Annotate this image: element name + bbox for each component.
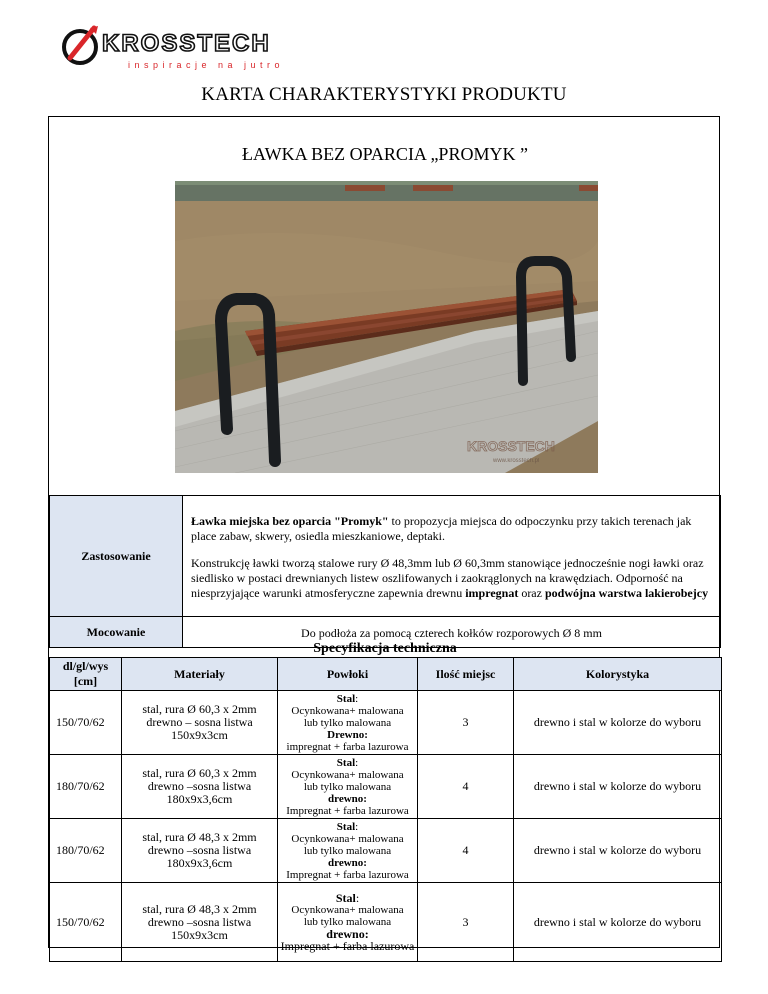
cell-seats: 3 <box>418 691 514 755</box>
coat-line: Ocynkowana+ malowana <box>291 704 404 717</box>
coat-line: Ocynkowana+ malowana <box>291 768 404 781</box>
document-title: KARTA CHARAKTERYSTYKI PRODUKTU <box>201 84 567 105</box>
mounting-label: Mocowanie <box>50 617 183 648</box>
cell-dimensions: 180/70/62 <box>50 755 122 819</box>
product-name: ŁAWKA BEZ OPARCIA „PROMYK ” <box>242 144 528 164</box>
table-row <box>50 819 722 883</box>
coat-line: lub tylko malowana <box>303 780 392 793</box>
header-materials: Materiały <box>122 658 278 691</box>
coat-line: Impregnat + farba lazurowa <box>286 804 409 817</box>
product-photo <box>175 181 598 473</box>
cell-coating: Stal: Ocynkowana+ malowana lub tylko malowana Drewno: impregnat + farba lazurowa <box>278 691 418 755</box>
usage-paragraph-2-oraz: oraz <box>518 585 545 600</box>
coat-wood-label: drewno: <box>328 792 367 805</box>
usage-paragraph-2-text: Konstrukcję ławki tworzą stalowe rury Ø 48,3mm lub Ø 60,3mm stanowiące jednocześnie nogi ławki oraz siedlisko w postaci drewnianych listew oszlifowanych i zaokrąglonych na krawędziach. Odporność na niesprzyjające warunki atmosferyczne zapewnia drewnu <box>191 555 704 600</box>
cell-coating: Stal: Ocynkowana+ malowana lub tylko malowana drewno: Impregnat + farba lazurowa <box>278 755 418 819</box>
cell-dimensions: 150/70/62 <box>50 691 122 755</box>
photo-watermark: KROSSTECH <box>467 438 555 454</box>
usage-paragraph-1 <box>191 514 712 544</box>
coat-line: Ocynkowana+ malowana <box>291 832 404 845</box>
header-colors: Kolorystyka <box>514 658 722 691</box>
coat-line: lub tylko malowana <box>303 916 392 928</box>
usage-table <box>49 495 721 648</box>
coat-line: Ocynkowana+ malowana <box>291 904 404 916</box>
cell-coating: Stal: Ocynkowana+ malowana lub tylko malowana drewno: Impregnat + farba lazurowa <box>278 819 418 883</box>
coat-wood-label: drewno: <box>326 927 369 941</box>
table-row <box>50 755 722 819</box>
spec-title: Specyfikacja techniczna <box>313 641 457 656</box>
cell-material: stal, rura Ø 60,3 x 2mm drewno – sosna listwa 150x9x3cm <box>122 691 278 755</box>
cell-colors: drewno i stal w kolorze do wyboru <box>514 819 722 883</box>
coat-line: Impregnat + farba lazurowa <box>280 939 415 953</box>
product-card <box>48 116 720 953</box>
coat-steel-label: Stal <box>336 692 356 705</box>
krosstech-logo-graphic <box>58 18 298 76</box>
header-dimensions: dl/gl/wys [cm] <box>50 658 122 691</box>
cell-colors: drewno i stal w kolorze do wyboru <box>514 691 722 755</box>
spec-header-row <box>50 658 722 691</box>
usage-description <box>183 496 721 617</box>
coat-line: Impregnat + farba lazurowa <box>286 868 409 881</box>
coat-wood-label: Drewno: <box>327 728 368 741</box>
coat-wood-label: drewno: <box>328 856 367 869</box>
usage-lacquer: podwójna warstwa lakierobejcy <box>544 585 709 600</box>
usage-impregnat: impregnat <box>465 585 519 600</box>
cell-material: stal, rura Ø 48,3 x 2mm drewno –sosna listwa 180x9x3,6cm <box>122 819 278 883</box>
photo-watermark-url: www.krosstech.pl <box>493 458 540 464</box>
coat-line: impregnat + farba lazurowa <box>286 740 409 753</box>
coat-line: lub tylko malowana <box>303 716 392 729</box>
cell-coating: Stal: Ocynkowana+ malowana lub tylko malowana drewno: Impregnat + farba lazurowa <box>278 883 418 962</box>
logo-wordmark: KROSSTECH <box>102 30 271 57</box>
usage-paragraph-1-bold: Ławka miejska bez oparcia "Promyk" <box>191 513 389 528</box>
coat-line: lub tylko malowana <box>303 844 392 857</box>
spec-table <box>49 657 722 962</box>
company-logo <box>58 18 298 76</box>
coat-steel-label: Stal <box>336 756 356 769</box>
cell-seats: 3 <box>418 883 514 962</box>
cell-dimensions: 180/70/62 <box>50 819 122 883</box>
cell-material: stal, rura Ø 48,3 x 2mm drewno –sosna listwa 150x9x3cm <box>122 883 278 962</box>
usage-paragraph-1-text: to propozycja miejsca do odpoczynku przy takich terenach jak place zabaw, skwery, osiedla mieszkaniowe, deptaki. <box>191 513 692 543</box>
usage-paragraph-2 <box>191 556 712 601</box>
mounting-text: Do podłoża za pomocą czterech kołków rozporowych Ø 8 mm <box>183 617 721 648</box>
table-row <box>50 883 722 962</box>
cell-colors: drewno i stal w kolorze do wyboru <box>514 883 722 962</box>
cell-colors: drewno i stal w kolorze do wyboru <box>514 755 722 819</box>
cell-dimensions: 150/70/62 <box>50 883 122 962</box>
cell-seats: 4 <box>418 819 514 883</box>
coat-steel-label: Stal <box>336 820 356 833</box>
table-row <box>50 691 722 755</box>
cell-material: stal, rura Ø 60,3 x 2mm drewno –sosna listwa 180x9x3,6cm <box>122 755 278 819</box>
cell-seats: 4 <box>418 755 514 819</box>
usage-label: Zastosowanie <box>50 496 183 617</box>
logo-tagline: inspiracje na jutro <box>128 60 285 70</box>
header-coatings: Powłoki <box>278 658 418 691</box>
coat-steel-label: Stal <box>335 891 356 905</box>
header-seats: Ilość miejsc <box>418 658 514 691</box>
